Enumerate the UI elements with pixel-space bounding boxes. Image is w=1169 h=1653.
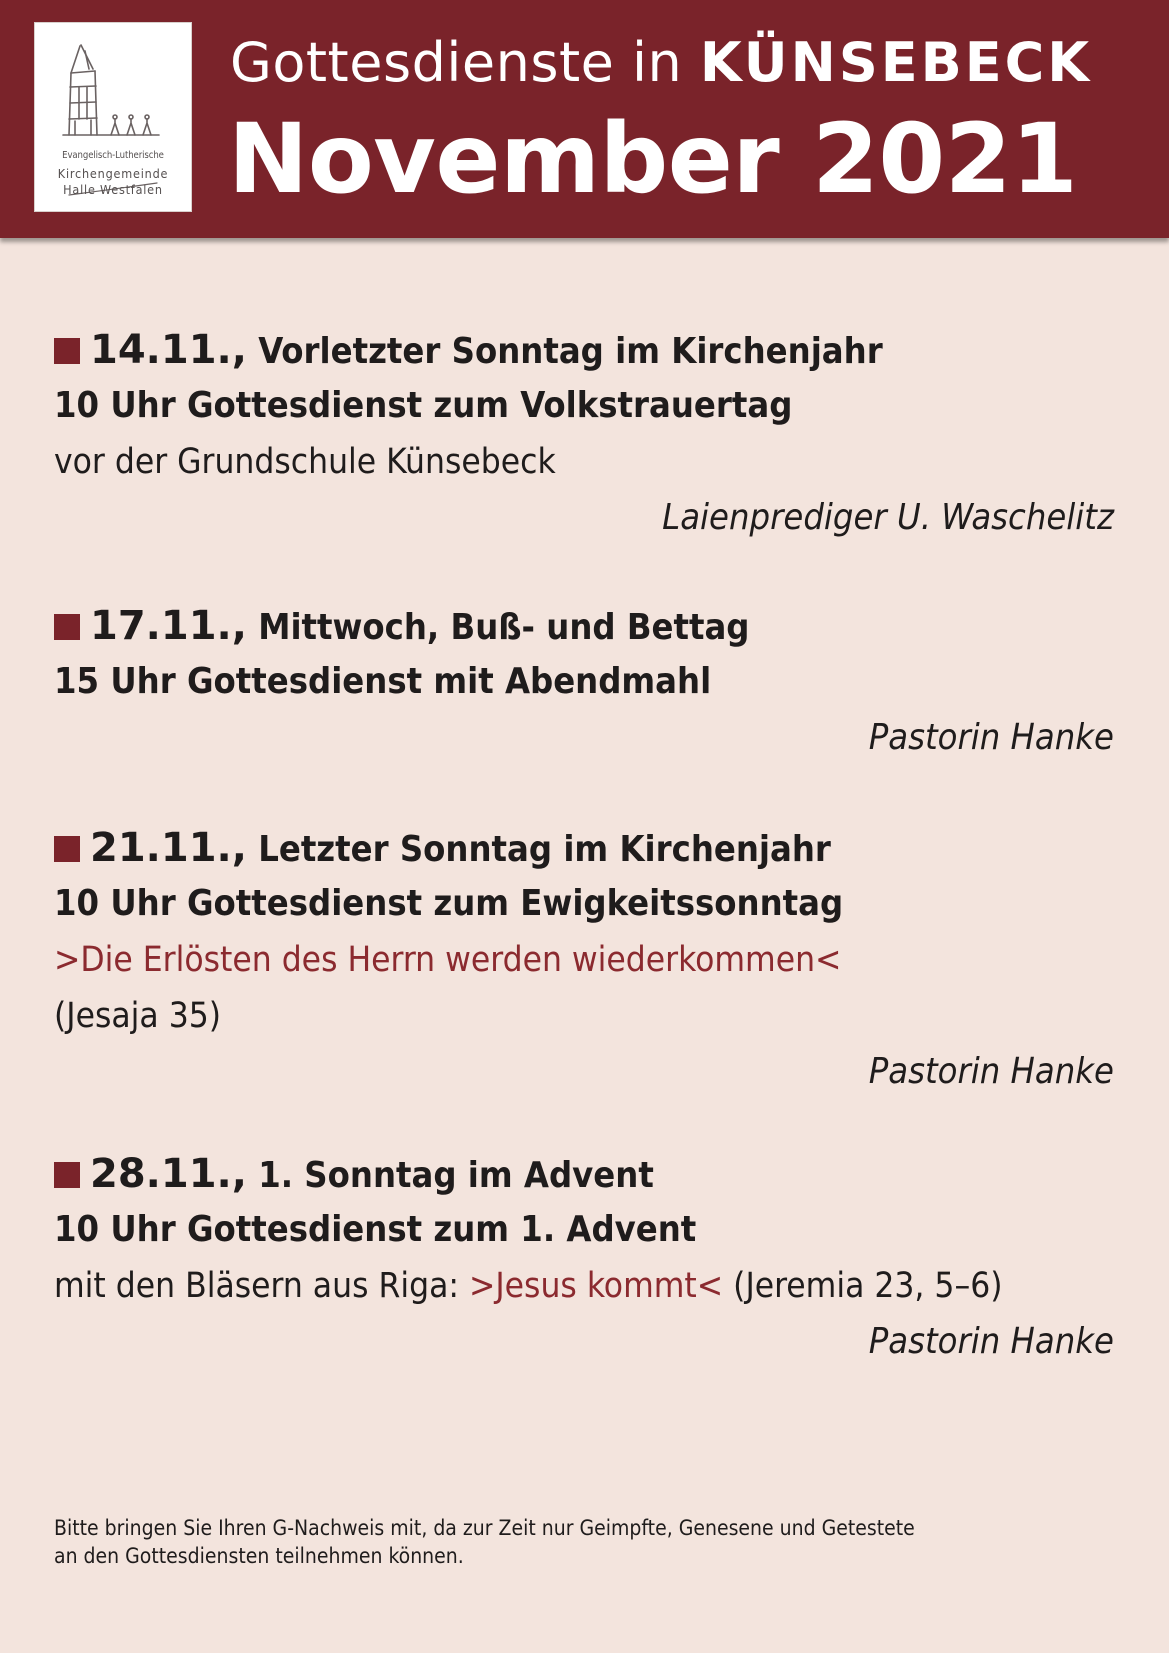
event-heading (54, 598, 1114, 654)
event-day: Mittwoch, Buß- und Bettag (258, 607, 750, 648)
title-prefix: Gottesdienste in (230, 31, 683, 94)
event-pastor: Laienprediger U. Waschelitz (662, 497, 1114, 538)
event-28-11 (54, 1146, 1114, 1370)
event-date: 28.11., (90, 1151, 247, 1197)
event-theme: >Die Erlösten des Herrn werden wiederkommen< (54, 940, 842, 980)
event-time: 10 Uhr Gottesdienst zum Volkstrauertag (54, 385, 793, 426)
logo-text-line-1: Evangelisch-Lutherische (62, 150, 164, 161)
event-reference: (Jesaja 35) (54, 996, 222, 1036)
event-17-11 (54, 598, 1114, 766)
title-place: KÜNSEBECK (699, 31, 1093, 94)
event-heading (54, 820, 1114, 876)
event-time: 15 Uhr Gottesdienst mit Abendmahl (54, 661, 712, 702)
event-detail (54, 1258, 1114, 1314)
event-location: vor der Grundschule Künsebeck (54, 442, 556, 482)
logo-text-line-3: Halle Westfalen (63, 182, 163, 197)
event-14-11 (54, 322, 1114, 546)
event-pastor: Pastorin Hanke (868, 717, 1114, 758)
footer-line-2: an den Gottesdiensten teilnehmen können. (54, 1544, 464, 1568)
church-logo (34, 22, 192, 212)
bullet-square-icon (54, 338, 80, 364)
event-pastor: Pastorin Hanke (868, 1051, 1114, 1092)
header-banner (0, 0, 1169, 238)
event-pastor: Pastorin Hanke (868, 1321, 1114, 1362)
event-heading (54, 322, 1114, 378)
event-heading (54, 1146, 1114, 1202)
title-month: November 2021 (228, 103, 1078, 215)
event-date: 14.11., (90, 327, 247, 373)
event-date: 21.11., (90, 825, 247, 871)
event-time: 10 Uhr Gottesdienst zum 1. Advent (54, 1209, 697, 1250)
event-date: 17.11., (90, 603, 247, 649)
event-reference: (Jeremia 23, 5–6) (723, 1266, 1003, 1306)
event-day: 1. Sonntag im Advent (258, 1155, 654, 1196)
logo-text-line-2: Kirchengemeinde (57, 166, 169, 181)
event-time: 10 Uhr Gottesdienst zum Ewigkeitssonntag (54, 883, 844, 924)
event-day: Vorletzter Sonntag im Kirchenjahr (258, 331, 883, 372)
event-theme: >Jesus kommt< (469, 1266, 724, 1306)
bullet-square-icon (54, 836, 80, 862)
bullet-square-icon (54, 614, 80, 640)
bullet-square-icon (54, 1162, 80, 1188)
event-day: Letzter Sonntag im Kirchenjahr (258, 829, 831, 870)
event-21-11 (54, 820, 1114, 1100)
title-line-1 (230, 30, 1092, 96)
footer-line-1: Bitte bringen Sie Ihren G-Nachweis mit, da zur Zeit nur Geimpfte, Genesene und Getestete (54, 1516, 915, 1540)
footer-notice (54, 1514, 1114, 1570)
event-detail-prefix: mit den Bläsern aus Riga: (54, 1266, 469, 1306)
